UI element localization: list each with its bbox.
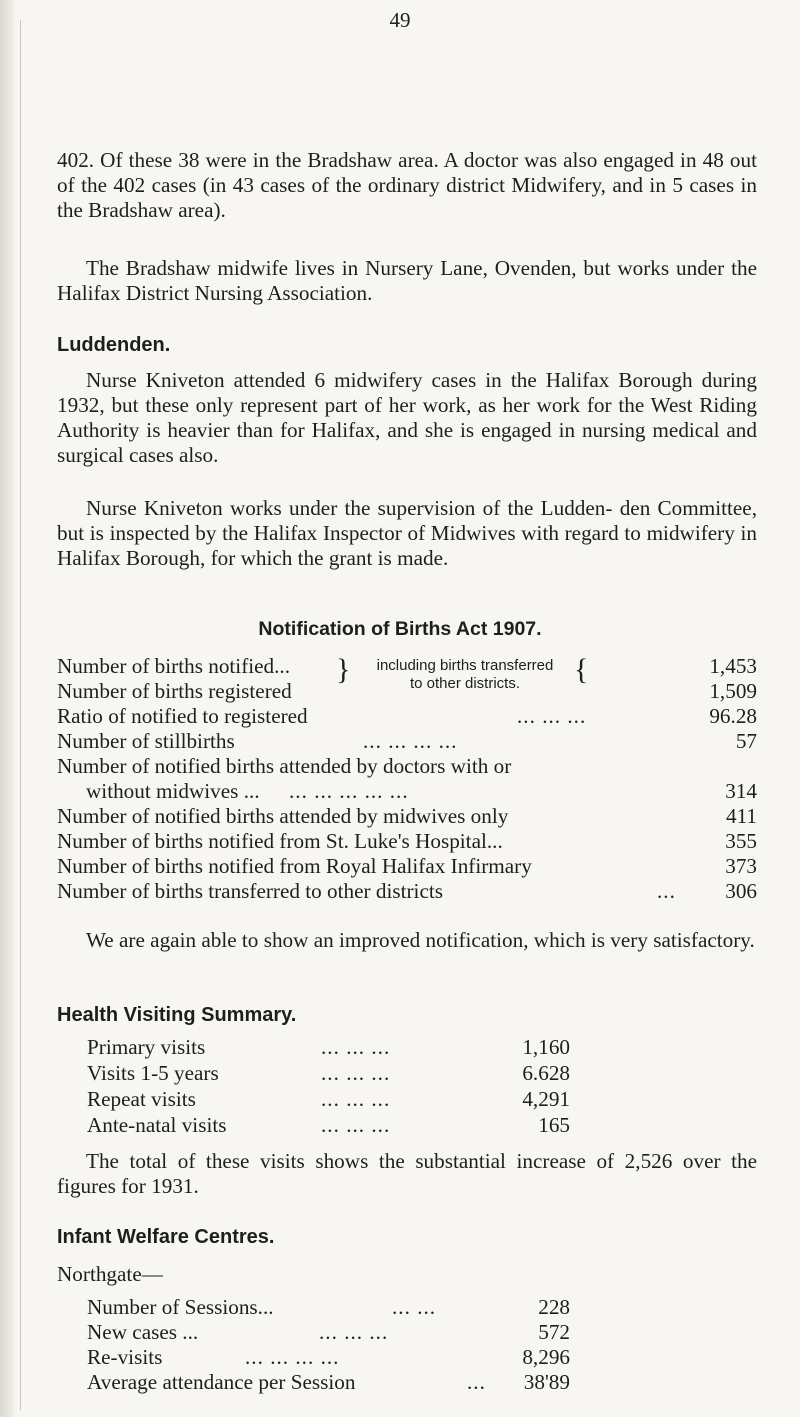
note-line-2: to other districts. xyxy=(409,675,521,692)
row-leader: ... ... ... ... xyxy=(363,729,458,753)
row-leader: ... ... ... xyxy=(321,1113,391,1137)
row-label: Number of Sessions... xyxy=(87,1295,274,1319)
row-value: 38'89 xyxy=(523,1370,570,1394)
intro-paragraph-1: 402. Of these 38 were in the Bradshaw area. A doctor was also engaged in 48 out of the 402 cases (in 43 cases of the ordinary district Midwifery, and in 5 cases in the Bradshaw area). xyxy=(57,148,757,222)
health-heading: Health Visiting Summary. xyxy=(57,1004,297,1026)
page-margin-line xyxy=(20,20,21,1410)
northgate-label: Northgate— xyxy=(57,1262,163,1286)
notification-heading: Notification of Births Act 1907. xyxy=(258,618,542,640)
row-label: Number of births registered xyxy=(57,679,292,703)
row-value: 4,291 xyxy=(522,1087,570,1111)
row-label: Number of notified births attended by midwives only xyxy=(57,804,509,828)
row-value: 96.28 xyxy=(709,704,757,728)
page-number: 49 xyxy=(389,8,411,32)
row-label: Average attendance per Session xyxy=(87,1370,356,1394)
row-leader: ... xyxy=(657,879,676,903)
page-binding-edge xyxy=(0,0,14,1417)
row-value: 1,509 xyxy=(709,679,757,703)
row-value: 1,160 xyxy=(522,1035,570,1059)
notification-note xyxy=(360,657,570,693)
row-label: Visits 1-5 years xyxy=(87,1061,219,1085)
note-line-1: including births transferred xyxy=(376,657,554,674)
row-leader: ... ... ... ... xyxy=(245,1345,340,1369)
row-leader: ... ... ... xyxy=(321,1035,391,1059)
row-value: 306 xyxy=(725,879,757,903)
notification-closing: We are again able to show an improved notification, which is very satisfactory. xyxy=(86,928,755,952)
row-value: 411 xyxy=(726,804,757,828)
row-value: 373 xyxy=(725,854,757,878)
row-leader: ... ... ... xyxy=(319,1320,389,1344)
intro-paragraph-2: The Bradshaw midwife lives in Nursery Lane, Ovenden, but works under the Halifax District Nursing Association. xyxy=(57,256,757,305)
row-label: Ratio of notified to registered xyxy=(57,704,308,728)
row-value: 57 xyxy=(735,729,757,753)
row-leader: ... ... xyxy=(392,1295,437,1319)
left-brace: } xyxy=(336,653,351,686)
luddenden-paragraph-2: Nurse Kniveton works under the supervision of the Ludden- den Committee, but is inspected by the Halifax Inspector of Midwives with regard to midwifery in Halifax Borough, for which the grant is made. xyxy=(57,496,757,570)
row-leader: ... xyxy=(467,1370,486,1394)
row-value: 165 xyxy=(538,1113,570,1137)
row-label: Number of notified births attended by doctors with or xyxy=(57,754,512,778)
row-label: Number of births notified from Royal Halifax Infirmary xyxy=(57,854,532,878)
row-value: 314 xyxy=(725,779,757,803)
row-value: 228 xyxy=(538,1295,570,1319)
row-label: Repeat visits xyxy=(87,1087,196,1111)
row-value: 355 xyxy=(725,829,757,853)
row-leader: ... ... ... xyxy=(321,1061,391,1085)
row-value: 6.628 xyxy=(522,1061,570,1085)
health-closing: The total of these visits shows the substantial increase of 2,526 over the figures for 1931. xyxy=(57,1149,757,1198)
row-leader: ... ... ... xyxy=(517,704,587,728)
row-label: without midwives ... xyxy=(86,779,260,803)
row-value: 1,453 xyxy=(709,654,757,678)
infant-heading: Infant Welfare Centres. xyxy=(57,1226,275,1248)
row-leader: ... ... ... ... ... xyxy=(289,779,409,803)
row-label: Number of births notified... xyxy=(57,654,291,678)
row-value: 572 xyxy=(538,1320,570,1344)
row-label: Number of births notified from St. Luke's Hospital... xyxy=(57,829,503,853)
luddenden-heading: Luddenden. xyxy=(57,334,171,356)
row-leader: ... ... ... xyxy=(321,1087,391,1111)
luddenden-paragraph-1: Nurse Kniveton attended 6 midwifery cases in the Halifax Borough during 1932, but these only represent part of her work, as her work for the West Riding Authority is heavier than for Halifax, and she is engaged in nursing medical and surgical cases also. xyxy=(57,368,757,467)
row-label: Primary visits xyxy=(87,1035,206,1059)
row-label: Re-visits xyxy=(87,1345,163,1369)
row-label: Number of births transferred to other districts xyxy=(57,879,443,903)
row-label: Number of stillbirths xyxy=(57,729,235,753)
right-brace: { xyxy=(574,653,589,686)
row-label: Ante-natal visits xyxy=(87,1113,227,1137)
row-value: 8,296 xyxy=(522,1345,570,1369)
row-label: New cases ... xyxy=(87,1320,199,1344)
